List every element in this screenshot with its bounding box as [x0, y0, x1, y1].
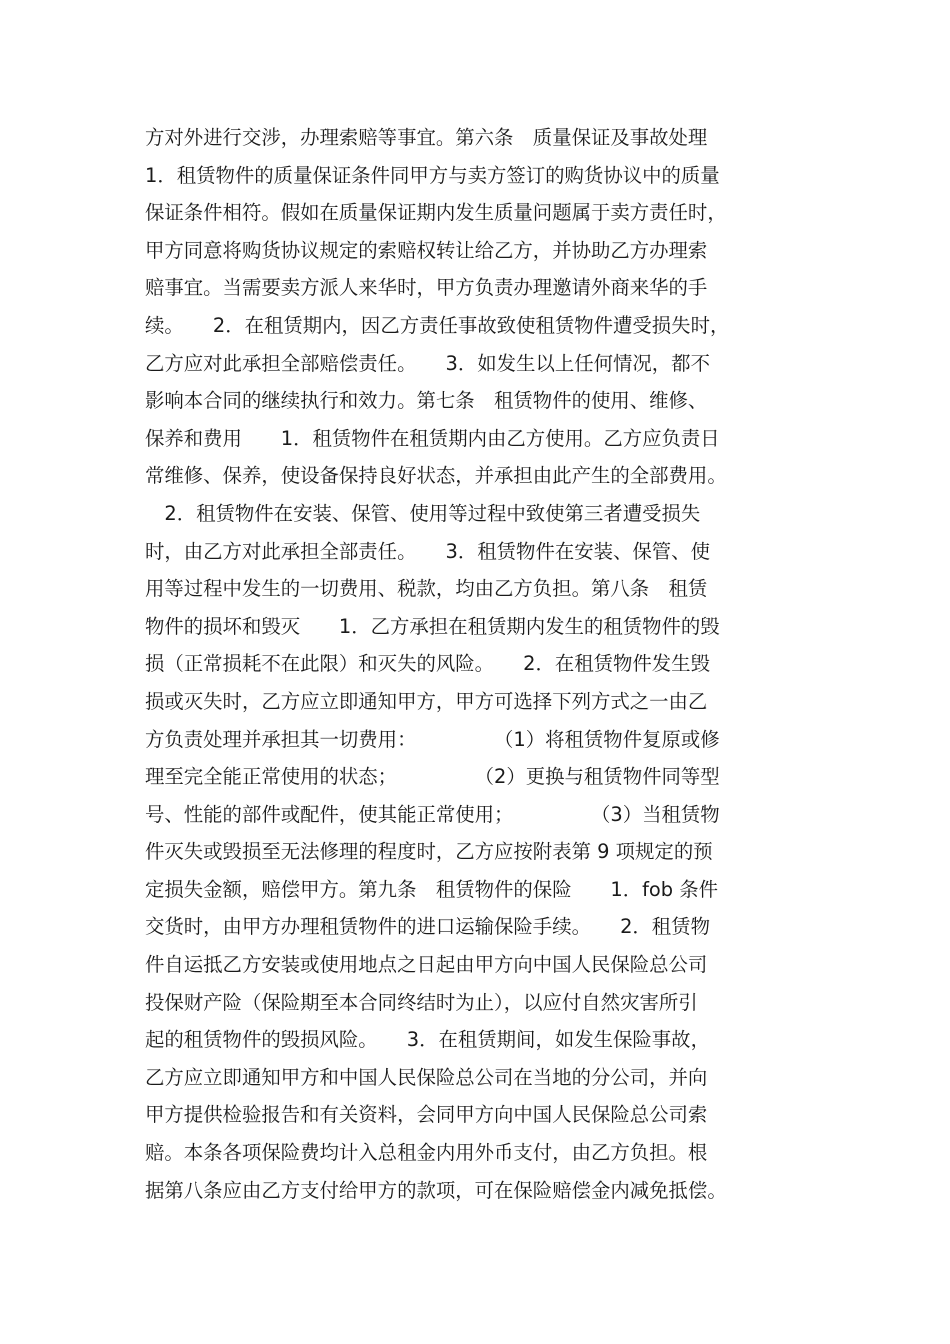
text-line: 交货时，由甲方办理租赁物件的进口运输保险手续。 2．租赁物 [145, 915, 710, 939]
text-line: 物件的损坏和毁灭 1．乙方承担在租赁期内发生的租赁物件的毁 [145, 614, 720, 638]
text-line: 乙方应对此承担全部赔偿责任。 3．如发生以上任何情况，都不 [145, 351, 710, 375]
text-line: 赔事宜。当需要卖方派人来华时，甲方负责办理邀请外商来华的手 [145, 276, 708, 300]
text-line: 号、性能的部件或配件，使其能正常使用； （3）当租赁物 [145, 802, 720, 826]
text-line: 件自运抵乙方安装或使用地点之日起由甲方向中国人民保险总公司 [145, 953, 708, 977]
text-line: 件灭失或毁损至无法修理的程度时，乙方应按附表第 9 项规定的预 [145, 840, 713, 864]
text-line: 定损失金额，赔偿甲方。第九条 租赁物件的保险 1．fob 条件 [145, 877, 719, 901]
text-line: 影响本合同的继续执行和效力。第七条 租赁物件的使用、维修、 [145, 389, 708, 413]
text-line: 甲方同意将购货协议规定的索赔权转让给乙方，并协助乙方办理索 [145, 238, 708, 262]
text-line: 甲方提供检验报告和有关资料，会同甲方向中国人民保险总公司索 [145, 1103, 708, 1127]
text-line: 续。 2．在租赁期内，因乙方责任事故致使租赁物件遭受损失时， [145, 313, 730, 337]
contract-body-text [145, 119, 825, 1209]
text-line: 时，由乙方对此承担全部责任。 3．租赁物件在安装、保管、使 [145, 539, 710, 563]
text-line: 据第八条应由乙方支付给甲方的款项，可在保险赔偿金内减免抵偿。 [145, 1178, 727, 1202]
text-line: 方负责处理并承担其一切费用： （1）将租赁物件复原或修 [145, 727, 720, 751]
text-line: 方对外进行交涉，办理索赔等事宜。第六条 质量保证及事故处理 [145, 126, 708, 149]
text-line: 1．租赁物件的质量保证条件同甲方与卖方签订的购货协议中的质量 [145, 163, 720, 187]
text-line: 用等过程中发生的一切费用、税款，均由乙方负担。第八条 租赁 [145, 577, 708, 601]
text-line: 保证条件相符。假如在质量保证期内发生质量问题属于卖方责任时， [145, 201, 727, 225]
text-line: 2．租赁物件在安装、保管、使用等过程中致使第三者遭受损失 [145, 501, 701, 525]
text-line: 损（正常损耗不在此限）和灭失的风险。 2．在租赁物件发生毁 [145, 652, 710, 676]
text-line: 乙方应立即通知甲方和中国人民保险总公司在当地的分公司，并向 [145, 1065, 708, 1089]
text-line: 常维修、保养，使设备保持良好状态，并承担由此产生的全部费用。 [145, 464, 727, 488]
text-line: 起的租赁物件的毁损风险。 3．在租赁期间，如发生保险事故， [145, 1028, 710, 1052]
text-line: 赔。本条各项保险费均计入总租金内用外币支付，由乙方负担。根 [145, 1141, 708, 1165]
text-line: 理至完全能正常使用的状态； （2）更换与租赁物件同等型 [145, 765, 720, 789]
text-line: 投保财产险（保险期至本合同终结时为止），以应付自然灾害所引 [145, 990, 698, 1014]
text-line: 保养和费用 1．租赁物件在租赁期内由乙方使用。乙方应负责日 [145, 426, 720, 450]
text-line: 损或灭失时，乙方应立即通知甲方，甲方可选择下列方式之一由乙 [145, 689, 708, 713]
